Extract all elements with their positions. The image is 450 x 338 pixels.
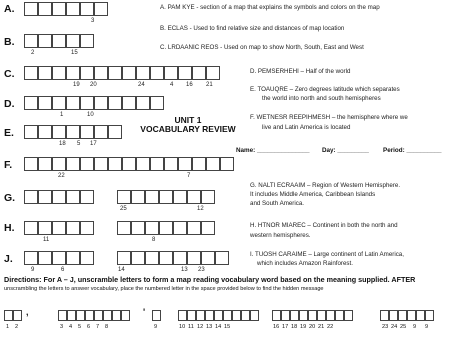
letter-box[interactable] [178,66,192,80]
letter-box[interactable] [108,96,122,110]
letter-box[interactable] [24,221,38,235]
answer-number: 11 [188,324,194,330]
letter-box[interactable] [38,251,52,265]
answer-number: 20 [309,324,316,330]
letter-box[interactable] [122,157,136,171]
answer-number: 3 [60,324,64,330]
letter-box[interactable] [24,251,38,265]
answer-box[interactable] [121,310,130,321]
letter-box[interactable] [80,221,94,235]
row-label-g: G. [4,192,16,204]
letter-box[interactable] [192,66,206,80]
answer-number: 15 [224,324,231,330]
letter-box[interactable] [80,251,94,265]
letter-box[interactable] [80,157,94,171]
letter-box[interactable] [52,96,66,110]
letter-box[interactable] [66,251,80,265]
letter-box[interactable] [52,221,66,235]
clue-b: B. ECLAS - Used to find relative size and distances of map location [160,25,345,32]
answer-number: 12 [197,324,204,330]
letter-box[interactable] [94,125,108,139]
box-number: 8 [152,237,156,243]
letter-box[interactable] [108,157,122,171]
clue-g1: G. NALTI ECRAAIM – Region of Western Hemisphere. [250,182,401,189]
answer-box[interactable] [344,310,353,321]
directions-text [4,276,448,294]
answer-number: 25 [400,324,407,330]
answer-box[interactable] [232,310,241,321]
letter-box[interactable] [201,190,215,204]
answer-box[interactable] [326,310,335,321]
directions-rest: unscrambling the letters to answer vocabulary, place the numbered letter in the space provided below to find the hidden message [4,286,324,293]
letter-box[interactable] [66,190,80,204]
letter-box[interactable] [145,190,159,204]
answer-number: 17 [282,324,289,330]
comma-separator: , [26,307,29,317]
letter-box[interactable] [66,2,80,16]
letter-box[interactable] [52,157,66,171]
letter-box[interactable] [187,190,201,204]
letter-box[interactable] [117,251,131,265]
box-number: 13 [181,267,188,273]
letter-box[interactable] [94,96,108,110]
answer-box[interactable] [58,310,67,321]
box-number: 20 [90,82,97,88]
letter-box[interactable] [94,2,108,16]
clue-h2: western hemispheres. [250,232,311,239]
box-number: 19 [73,82,80,88]
letter-box[interactable] [145,251,159,265]
letter-box[interactable] [38,66,52,80]
answer-number: 8 [105,324,109,330]
clue-d: D. PEMSERHEHI – Half of the world [250,68,351,75]
letter-box[interactable] [66,125,80,139]
letter-box[interactable] [159,190,173,204]
letter-box[interactable] [80,66,94,80]
letter-box[interactable] [117,190,131,204]
letter-box[interactable] [52,251,66,265]
answer-box[interactable] [299,310,308,321]
letter-box[interactable] [38,2,52,16]
letter-box[interactable] [80,96,94,110]
box-number: 7 [187,173,191,179]
letter-box[interactable] [52,125,66,139]
answer-box[interactable] [290,310,299,321]
answer-box[interactable] [223,310,232,321]
letter-box[interactable] [206,66,220,80]
letter-box[interactable] [108,66,122,80]
answer-box[interactable] [389,310,398,321]
answer-box[interactable] [380,310,389,321]
answer-box[interactable] [425,310,434,321]
clue-g2: It includes Middle America, Caribbean Islands [250,191,376,198]
name-field[interactable]: Name: _______________ [236,147,310,154]
answer-box[interactable] [152,310,161,321]
letter-box[interactable] [38,221,52,235]
letter-box[interactable] [24,34,38,48]
answer-box[interactable] [308,310,317,321]
answer-number: 21 [318,324,325,330]
answer-box[interactable] [85,310,94,321]
letter-box[interactable] [24,157,38,171]
answer-number: 14 [215,324,222,330]
letter-box[interactable] [201,221,215,235]
box-number: 18 [59,141,66,147]
answer-number: 7 [96,324,100,330]
answer-box[interactable] [196,310,205,321]
box-number: 25 [120,206,127,212]
clue-f1: F. WETNESR REEPIHMESH – the hemisphere where we [250,114,408,121]
answer-box[interactable] [94,310,103,321]
clue-c: C. LRDAANIC REOS - Used on map to show North, South, East and West [160,44,364,51]
answer-number: 9 [413,324,417,330]
letter-box[interactable] [122,66,136,80]
letter-box[interactable] [215,251,229,265]
answer-number: 18 [291,324,298,330]
answer-number: 1 [6,324,10,330]
box-number: 12 [197,206,204,212]
letter-box[interactable] [136,66,150,80]
answer-number: 13 [206,324,213,330]
box-number: 11 [43,237,50,243]
box-number: 10 [87,112,94,118]
clue-e2: the world into north and south hemispheres [262,95,381,102]
answer-number: 4 [69,324,73,330]
letter-box[interactable] [66,66,80,80]
letter-box[interactable] [206,157,220,171]
answer-box[interactable] [178,310,187,321]
answer-number: 23 [382,324,389,330]
day-field[interactable]: Day: _________ [322,147,369,154]
letter-box[interactable] [173,251,187,265]
answer-box[interactable] [272,310,281,321]
box-number: 23 [198,267,205,273]
answer-box[interactable] [398,310,407,321]
box-number: 14 [118,267,125,273]
answer-number: 10 [179,324,186,330]
answer-number: 5 [78,324,82,330]
box-number: 16 [186,82,193,88]
letter-box[interactable] [220,157,234,171]
letter-box[interactable] [131,251,145,265]
box-number: 5 [77,141,81,147]
answer-number: 9 [425,324,429,330]
row-label-h: H. [4,222,15,234]
letter-box[interactable] [38,96,52,110]
letter-box[interactable] [136,157,150,171]
letter-box[interactable] [52,34,66,48]
letter-box[interactable] [187,221,201,235]
box-number: 15 [71,50,78,56]
answer-box[interactable] [205,310,214,321]
letter-box[interactable] [24,190,38,204]
box-number: 2 [31,50,35,56]
letter-box[interactable] [159,221,173,235]
letter-box[interactable] [24,125,38,139]
clue-g3: and South America. [250,200,305,207]
row-label-b: B. [4,36,15,48]
answer-box[interactable] [4,310,13,321]
box-number: 3 [91,18,95,24]
row-label-f: F. [4,159,13,171]
answer-box[interactable] [241,310,250,321]
letter-box[interactable] [80,34,94,48]
answer-box[interactable] [317,310,326,321]
clue-e1: E. TOAUQRE – Zero degrees latitude which separates [250,86,400,93]
letter-box[interactable] [24,2,38,16]
letter-box[interactable] [66,34,80,48]
answer-box[interactable] [76,310,85,321]
letter-box[interactable] [66,157,80,171]
letter-box[interactable] [38,157,52,171]
answer-box[interactable] [335,310,344,321]
letter-box[interactable] [164,157,178,171]
letter-box[interactable] [24,66,38,80]
letter-box[interactable] [52,190,66,204]
letter-box[interactable] [66,221,80,235]
box-number: 21 [206,82,213,88]
row-label-c: C. [4,68,15,80]
apostrophe-separator: ' [143,307,146,317]
letter-box[interactable] [38,34,52,48]
clue-f2: live and Latin America is located [262,124,351,131]
letter-box[interactable] [150,157,164,171]
box-number: 4 [170,82,174,88]
answer-box[interactable] [13,310,22,321]
answer-box[interactable] [416,310,425,321]
worksheet-title [128,116,248,134]
row-label-e: E. [4,127,14,139]
title-line-1: UNIT 1 [174,115,202,125]
letter-box[interactable] [150,96,164,110]
letter-box[interactable] [94,66,108,80]
letter-box[interactable] [80,190,94,204]
answer-box[interactable] [407,310,416,321]
letter-box[interactable] [173,190,187,204]
letter-box[interactable] [38,125,52,139]
letter-box[interactable] [80,2,94,16]
answer-box[interactable] [103,310,112,321]
letter-box[interactable] [122,96,136,110]
letter-box[interactable] [201,251,215,265]
box-number: 9 [31,267,35,273]
clue-h1: H. HTNOR MIAREC – Continent in both the north and [250,222,398,229]
letter-box[interactable] [52,2,66,16]
letter-box[interactable] [150,66,164,80]
letter-box[interactable] [145,221,159,235]
letter-box[interactable] [108,125,122,139]
directions-bold: Directions: For A – J, unscramble letters to form a map reading vocabulary word based on the meaning supplied. AFTER [4,275,416,284]
box-number: 17 [90,141,97,147]
letter-box[interactable] [52,66,66,80]
answer-number: 16 [273,324,280,330]
clue-i2: which includes Amazon Rainforest. [257,260,353,267]
answer-box[interactable] [281,310,290,321]
letter-box[interactable] [136,96,150,110]
letter-box[interactable] [173,221,187,235]
clue-i1: I. TUOSH CARAIME – Large continent of Latin America, [250,251,404,258]
letter-box[interactable] [164,66,178,80]
answer-number: 24 [391,324,398,330]
box-number: 1 [60,112,64,118]
answer-number: 22 [327,324,334,330]
letter-box[interactable] [159,251,173,265]
answer-number: 19 [300,324,307,330]
letter-box[interactable] [187,251,201,265]
answer-number: 9 [154,324,158,330]
letter-box[interactable] [80,125,94,139]
letter-box[interactable] [117,221,131,235]
letter-box[interactable] [94,157,108,171]
letter-box[interactable] [24,96,38,110]
answer-box[interactable] [67,310,76,321]
answer-box[interactable] [250,310,259,321]
answer-box[interactable] [112,310,121,321]
title-line-2: VOCABULARY REVIEW [140,124,236,134]
letter-box[interactable] [192,157,206,171]
box-number: 24 [138,82,145,88]
letter-box[interactable] [38,190,52,204]
period-field[interactable]: Period: __________ [383,147,442,154]
answer-number: 2 [15,324,19,330]
letter-box[interactable] [66,96,80,110]
row-label-j: J. [4,253,13,265]
answer-number: 6 [87,324,91,330]
box-number: 22 [58,173,65,179]
letter-box[interactable] [131,221,145,235]
row-label-d: D. [4,98,15,110]
box-number: 6 [61,267,65,273]
letter-box[interactable] [178,157,192,171]
row-label-a: A. [4,3,15,15]
clue-a: A. PAM KYE - section of a map that explains the symbols and colors on the map [160,4,380,11]
answer-box[interactable] [214,310,223,321]
answer-box[interactable] [187,310,196,321]
letter-box[interactable] [131,190,145,204]
